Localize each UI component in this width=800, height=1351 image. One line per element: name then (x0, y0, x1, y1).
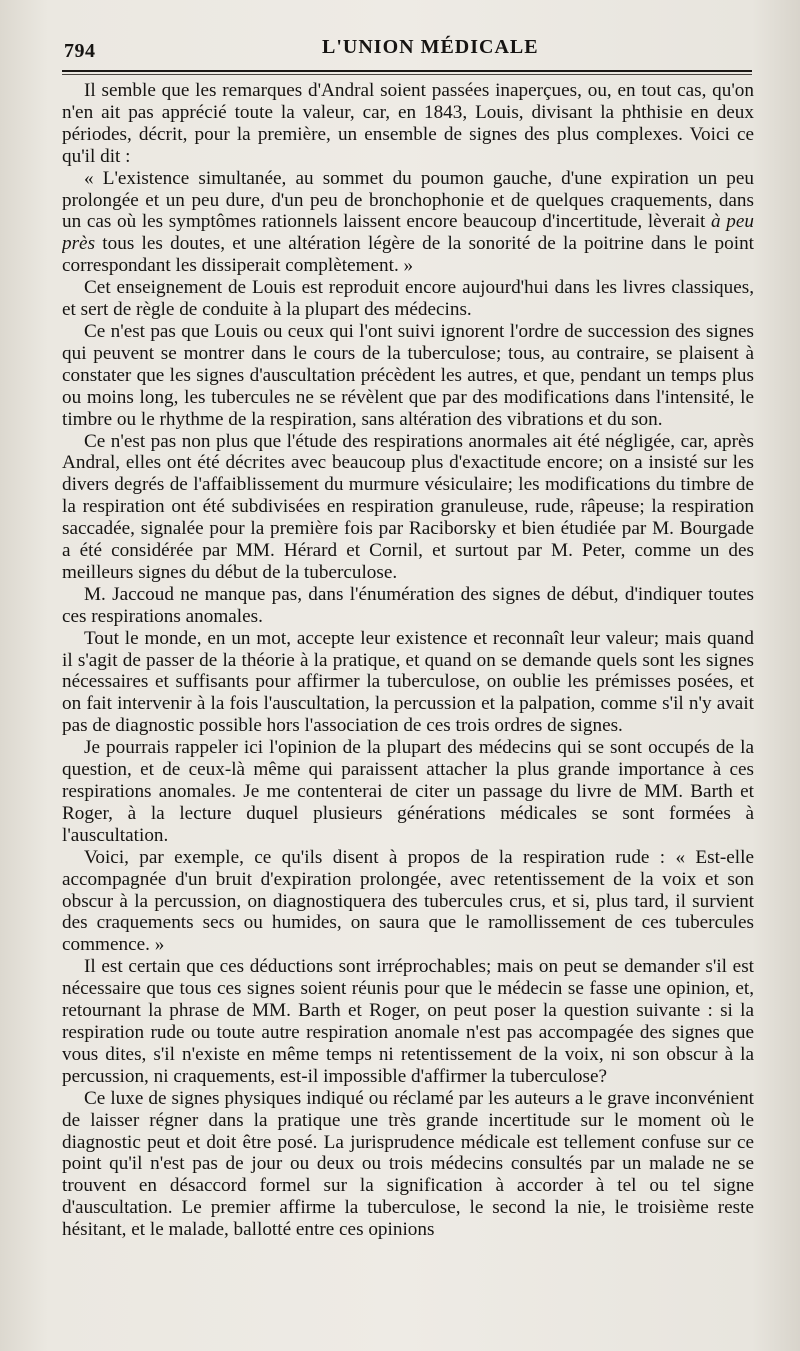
quote-text-before: « L'existence simultanée, au sommet du poumon gauche, d'une expiration un peu prolongée et un peu dure, d'un peu de bronchophonie et de quelques craquements, dans un cas où les symptômes rationnels laissent encore beaucoup d'incertitude, lèverait (62, 167, 754, 233)
page-number: 794 (64, 40, 96, 62)
header-rule-thin (62, 74, 752, 75)
quote-text-after: tous les doutes, et une altération légère de la sonorité de la poitrine dans le point correspondant les dissiperait complètement. » (62, 233, 754, 277)
paragraph-louis-teaching: Cet enseignement de Louis est reproduit encore aujourd'hui dans les livres classiques, et sert de règle de conduite à la plupart des médecins. (62, 277, 754, 321)
header-rule (62, 70, 752, 72)
bleed-through-shadow (130, 1322, 690, 1342)
paragraph-barth-roger-quote: Voici, par exemple, ce qu'ils disent à propos de la respiration rude : « Est-elle accompagnée d'un bruit d'expiration prolongée, avec retentissement de la voix et son obscur à la percussion, on diagnostiquera des tubercules crus, et si, plus tard, il survient des craquements secs ou humides, on saura que le ramollissement de ces tubercules commence. » (62, 846, 754, 956)
body-text (62, 80, 754, 1342)
paragraph-louis-quote (62, 168, 754, 278)
paragraph-deductions: Il est certain que ces déductions sont irréprochables; mais on peut se demander s'il est nécessaire que tous ces signes soient réunis pour que le médecin se fasse une opinion, et, retournant la phrase de MM. Barth et Roger, on peut poser la question suivante : si la respiration rude ou toute autre respiration anomale n'est pas accompagée des signes que vous dites, s'il n'existe en même temps ni retentissement de la voix, ni son obscur à la percussion, ni craquements, est-il impossible d'affirmer la tuberculose? (62, 956, 754, 1087)
journal-title: L'UNION MÉDICALE (322, 36, 539, 58)
quote-italic: à peu près (62, 211, 754, 255)
paragraph-jaccoud: M. Jaccoud ne manque pas, dans l'énumération des signes de début, d'indiquer toutes ces respirations anomales. (62, 583, 754, 627)
paragraph-signs-succession: Ce n'est pas que Louis ou ceux qui l'ont suivi ignorent l'ordre de succession des signes qui peuvent se montrer dans le cours de la tuberculose; tous, au contraire, se plaisent à constater que les signes d'auscultation précèdent les autres, et que, pendant un temps plus ou moins long, les tubercules ne se révèlent que par des modifications dans l'intensité, le timbre ou le rhythme de la respiration, sans altération des vibrations et du son. (62, 320, 754, 430)
paragraph-physicians-opinion: Je pourrais rappeler ici l'opinion de la plupart des médecins qui se sont occupés de la question, et de ceux-là même qui paraissent attacher la plus grande importance à ces respirations anomales. Je me contenterai de citer un passage du livre de MM. Barth et Roger, à la lecture duquel plusieurs générations médicales se sont formées à l'auscultation. (62, 737, 754, 846)
paragraph-luxury-of-signs: Ce luxe de signes physiques indiqué ou réclamé par les auteurs a le grave inconvénient de laisser régner dans la pratique une très grande incertitude sur le moment où le diagnostic peut et doit être posé. La jurisprudence médicale est tellement confuse sur ce point qu'il n'est pas de jour ou deux ou trois médecins consultés par un malade ne se trouvent en désaccord formel sur la signification à accorder à tel ou tel signe d'auscultation. Le premier affirme la tuberculose, le second la nie, le troisième reste hésitant, et le malade, ballotté entre ces opinions (62, 1087, 754, 1241)
running-header (62, 26, 762, 62)
paragraph-everyone-accepts: Tout le monde, en un mot, accepte leur existence et reconnaît leur valeur; mais quand il s'agit de passer de la théorie à la pratique, et quand on se demande quels sont les signes nécessaires et suffisants pour affirmer la tuberculose, on oublie les prémisses posées, et on fait intervenir à la fois l'auscultation, la percussion et la palpation, comme s'il n'y avait pas de diagnostic possible hors l'association de ces trois ordres de signes. (62, 627, 754, 737)
paragraph-andral-remarks: Il semble que les remarques d'Andral soient passées inaperçues, ou, en tout cas, qu'on n'en ait pas apprécié toute la valeur, car, en 1843, Louis, divisant la phthisie en deux périodes, décrit, pour la première, un ensemble de signes des plus complexes. Voici ce qu'il dit : (62, 80, 754, 167)
paragraph-abnormal-respirations: Ce n'est pas non plus que l'étude des respirations anormales ait été négligée, car, après Andral, elles ont été décrites avec beaucoup plus d'exactitude encore; on a insisté sur les divers degrés de l'affaiblissement du murmure vésiculaire; les modifications du timbre de la respiration ont été subdivisées en respiration granuleuse, rude, râpeuse; la respiration saccadée, signalée pour la première fois par Raciborsky et bien étudiée par M. Bourgade a été considérée par MM. Hérard et Cornil, et surtout par M. Peter, comme un des meilleurs signes du début de la tuberculose. (62, 430, 754, 583)
